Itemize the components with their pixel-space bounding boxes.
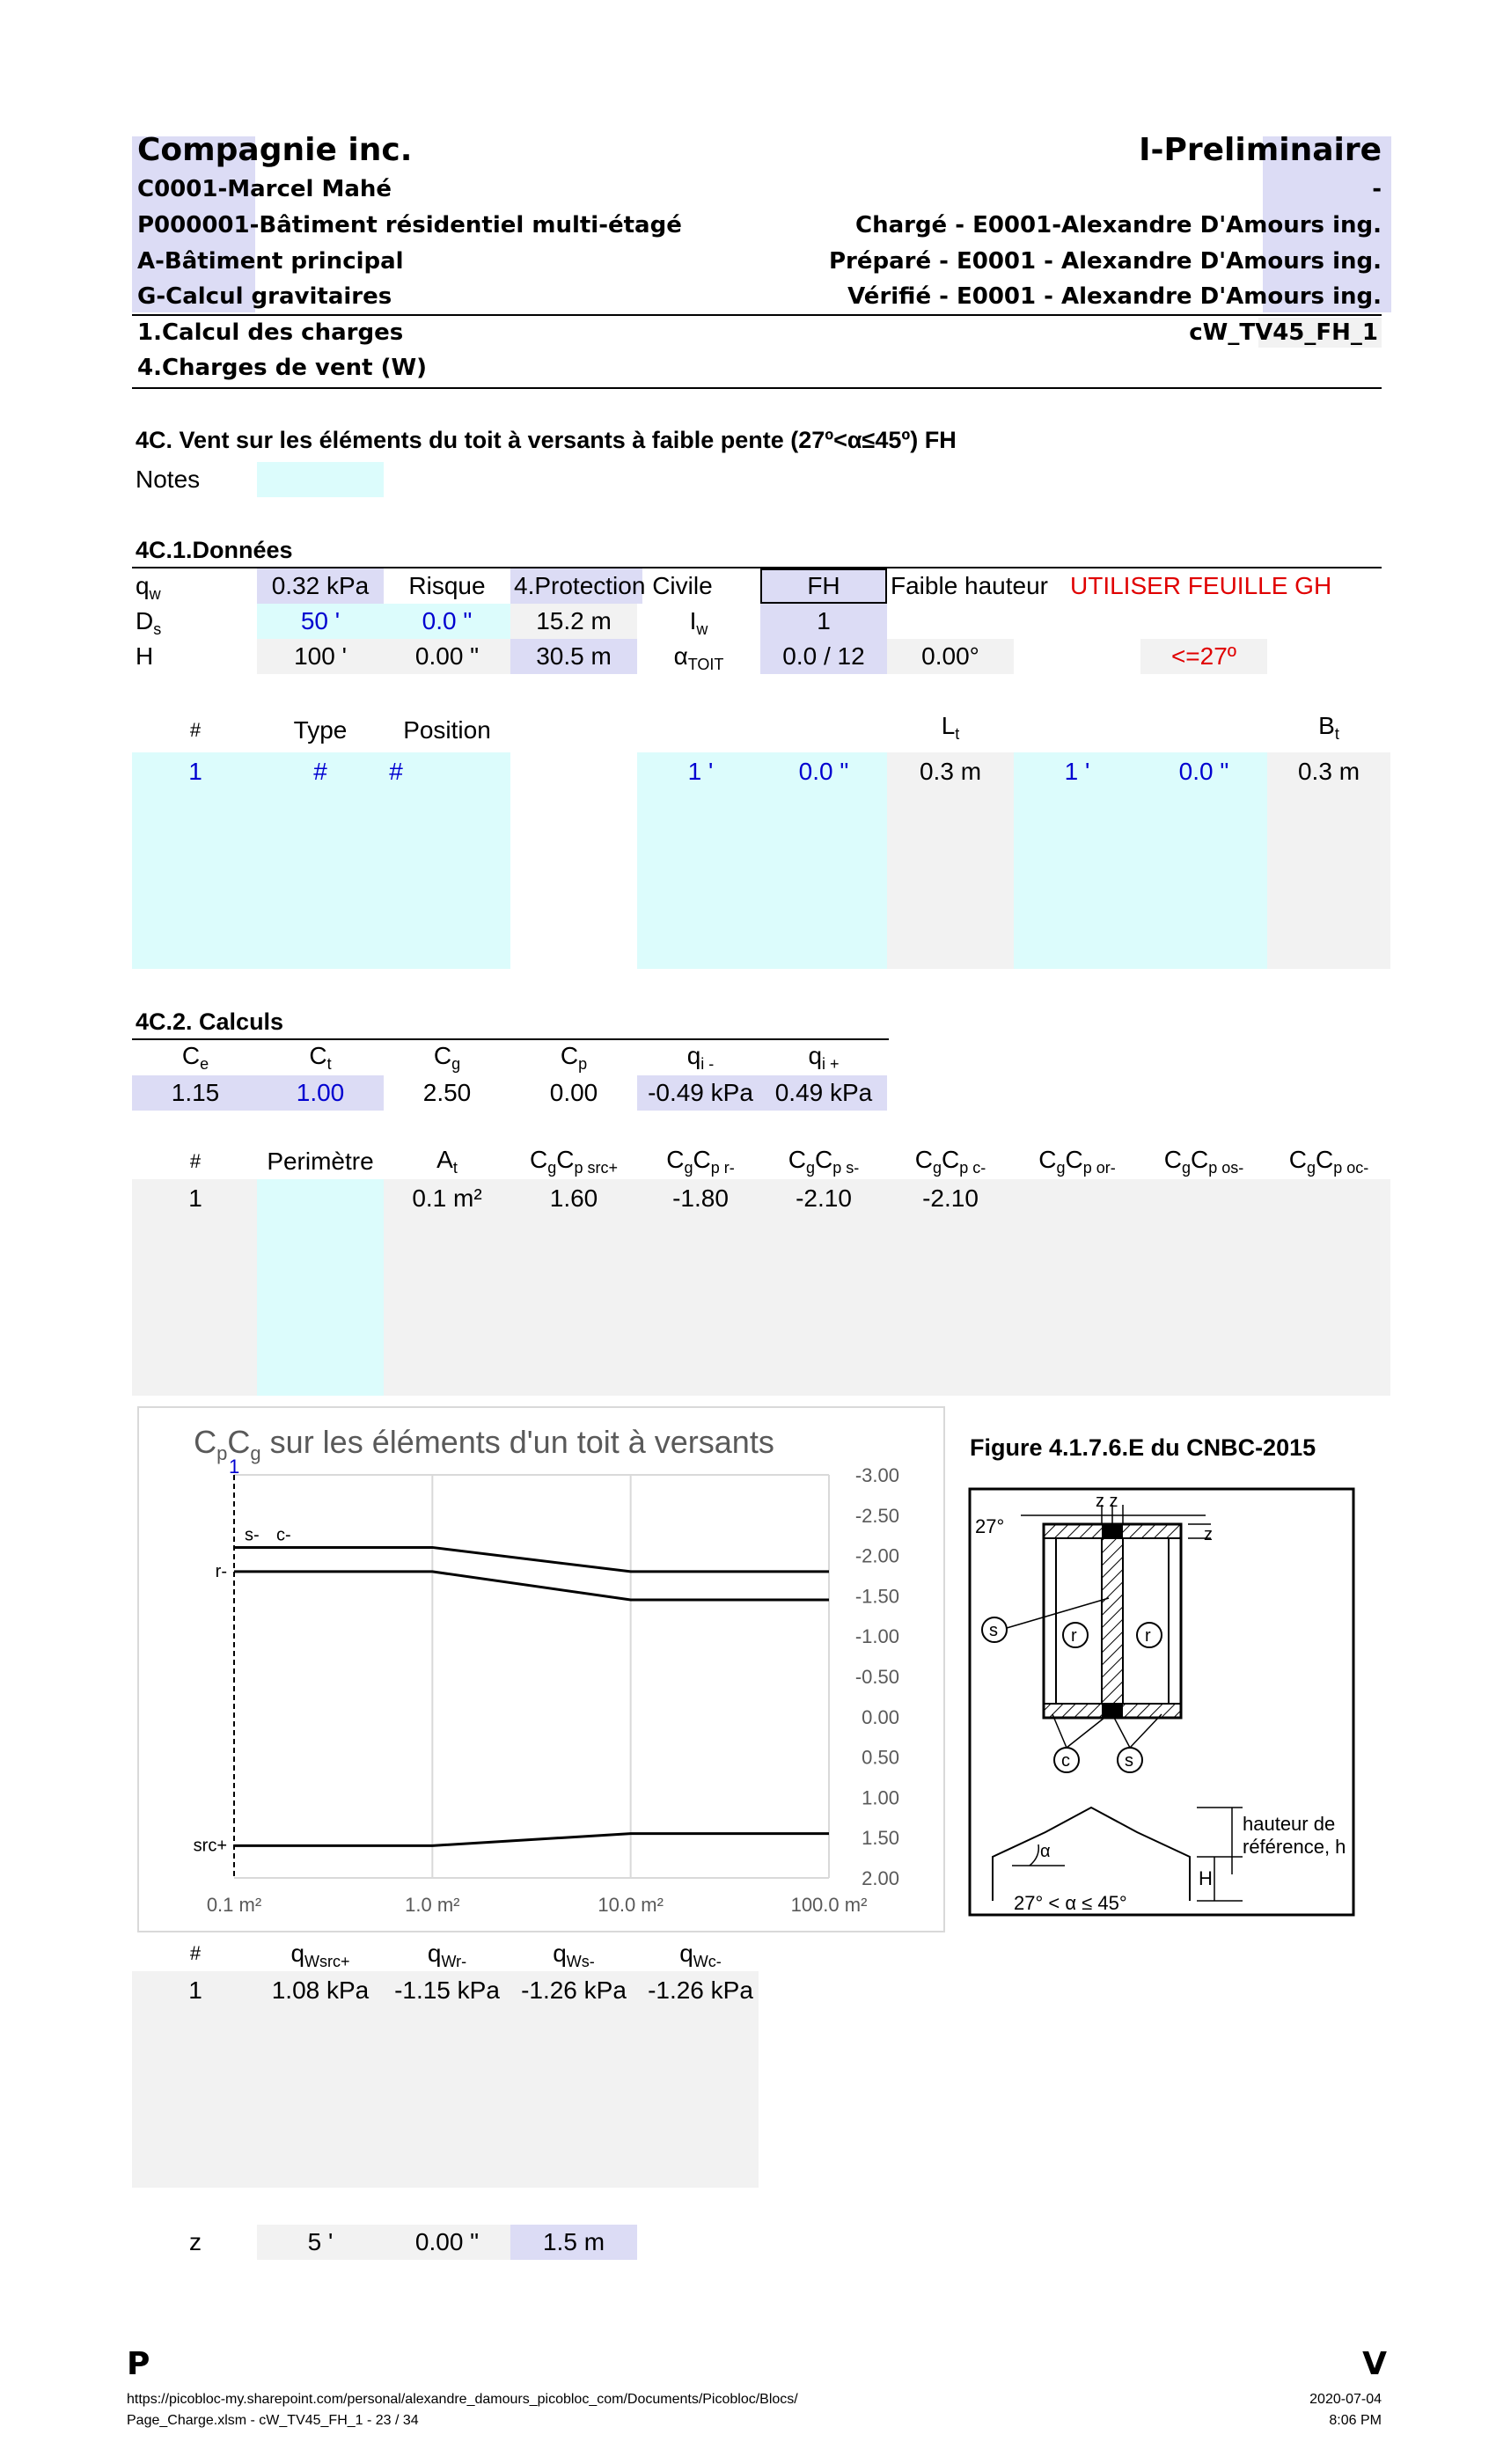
elem-row-lt-m: 0.3 m bbox=[919, 758, 982, 785]
press-col-r: $q_{Wr-}$ bbox=[427, 1940, 467, 1970]
chart-y-tick: 1.00 bbox=[862, 1786, 899, 1809]
slope-value: 0.0 / 12 bbox=[760, 639, 887, 674]
elem-col-type: Type bbox=[293, 716, 348, 744]
project-name: P000001-Bâtiment résidentiel multi-étagé bbox=[137, 212, 682, 238]
chart-y-tick: -2.50 bbox=[854, 1504, 899, 1527]
client-name: C0001-Marcel Mahé bbox=[137, 176, 392, 202]
z-inch: 0.00 " bbox=[384, 2225, 510, 2260]
coef-col-s: $C_gC_{p s-}$ bbox=[788, 1146, 860, 1177]
chart-x-tick: 0.1 m² bbox=[206, 1894, 262, 1916]
press-row-r: -1.15 kPa bbox=[394, 1976, 500, 2004]
elem-col-lt: $L_t$ bbox=[941, 712, 960, 743]
footer-date: 2020-07-04 bbox=[1309, 2392, 1382, 2407]
h-inch: 0.00 " bbox=[384, 639, 510, 674]
chart-series-line bbox=[234, 1834, 829, 1846]
chart-y-tick: -1.50 bbox=[854, 1585, 899, 1608]
footer-left-mark: P bbox=[127, 2346, 150, 2382]
chart-y-tick: -2.00 bbox=[854, 1544, 899, 1567]
alpha-label: $\alpha_{TOIT}$ bbox=[673, 642, 724, 673]
qw-value: 0.32 kPa bbox=[257, 568, 384, 604]
chart-x-tick: 100.0 m² bbox=[790, 1894, 868, 1916]
press-col-src: $q_{Wsrc+}$ bbox=[290, 1940, 350, 1970]
ridge-zone bbox=[1102, 1538, 1123, 1704]
calc-qi-plus: 0.49 kPa bbox=[760, 1075, 887, 1111]
coef-col-or: $C_gC_{p or-}$ bbox=[1038, 1146, 1116, 1177]
chart-x-tick: 1.0 m² bbox=[405, 1894, 460, 1916]
coef-col-at: $A_t$ bbox=[436, 1146, 458, 1177]
coef-col-num: # bbox=[189, 1150, 202, 1172]
figure-s-left: s bbox=[989, 1621, 998, 1640]
chart-label-c: c- bbox=[276, 1525, 291, 1545]
chart-y-tick: -1.00 bbox=[854, 1625, 899, 1648]
header-divider-1 bbox=[132, 314, 1382, 316]
elem-row-bt-in[interactable]: 0.0 " bbox=[1178, 758, 1229, 785]
elem-col-bt: $B_t$ bbox=[1318, 712, 1339, 743]
iw-label: $I_w$ bbox=[689, 607, 708, 638]
angle-check: <=27º bbox=[1140, 639, 1267, 674]
coef-col-os: $C_gC_{p os-}$ bbox=[1163, 1146, 1244, 1177]
coef-col-oc: $C_gC_{p oc-}$ bbox=[1288, 1146, 1369, 1177]
press-row-c: -1.26 kPa bbox=[648, 1976, 753, 2004]
chart-x-tick: 10.0 m² bbox=[598, 1894, 664, 1916]
press-col-s: $q_{Ws-}$ bbox=[553, 1940, 595, 1970]
faible-hauteur-label: Faible hauteur bbox=[891, 572, 1049, 599]
section-name: 1.Calcul des charges bbox=[137, 319, 404, 346]
figure-z: z bbox=[1204, 1525, 1213, 1544]
figure-c: c bbox=[1061, 1751, 1070, 1771]
qw-label: $q_w$ bbox=[136, 572, 161, 603]
footer-right-mark: V bbox=[1362, 2346, 1387, 2382]
figure-title: Figure 4.1.7.6.E du CNBC-2015 bbox=[970, 1434, 1316, 1461]
warning-text: UTILISER FEUILLE GH bbox=[1070, 572, 1332, 599]
chart-marker-label: 1 bbox=[229, 1456, 240, 1478]
calc-col-qi-plus: $q_{i +}$ bbox=[808, 1042, 840, 1073]
coef-row-r: -1.80 bbox=[672, 1184, 729, 1212]
h-label: H bbox=[136, 642, 154, 670]
chart-y-tick: 2.00 bbox=[862, 1867, 899, 1889]
elem-row-bt-m: 0.3 m bbox=[1297, 758, 1360, 785]
figure-alpha: α bbox=[1040, 1842, 1051, 1861]
ds-feet-input[interactable]: 50 ' bbox=[257, 604, 384, 639]
elem-row-lt-ft[interactable]: 1 ' bbox=[687, 758, 714, 785]
footer-time: 8:06 PM bbox=[1329, 2413, 1382, 2428]
calc-col-ct: $C_t$ bbox=[309, 1042, 332, 1073]
elem-row-type[interactable]: # bbox=[313, 758, 327, 785]
coef-col-c: $C_gC_{p c-}$ bbox=[914, 1146, 986, 1177]
prepared-by: Préparé - E0001 - Alexandre D'Amours ing. bbox=[828, 248, 1382, 275]
calc-cp: 0.00 bbox=[549, 1079, 598, 1106]
coef-row-at: 0.1 m² bbox=[412, 1184, 482, 1212]
sheet-id: cW_TV45_FH_1 bbox=[1189, 319, 1378, 346]
calc-ct[interactable]: 1.00 bbox=[257, 1075, 384, 1111]
figure-s-bottom: s bbox=[1125, 1751, 1133, 1771]
company-name: Compagnie inc. bbox=[137, 132, 413, 168]
calculs-heading: 4C.2. Calculs bbox=[136, 1008, 284, 1035]
figure-r-right: r bbox=[1145, 1626, 1151, 1646]
header-divider-2 bbox=[132, 387, 1382, 389]
press-col-num: # bbox=[189, 1942, 202, 1964]
footer-url: https://picobloc-my.sharepoint.com/personal/alexandre_damours_picobloc_com/Documents/Picobloc/Blocs/ bbox=[127, 2392, 798, 2407]
figure-reference: référence, h bbox=[1243, 1836, 1346, 1858]
calc-col-cp: $C_p$ bbox=[560, 1042, 588, 1073]
press-row-num: 1 bbox=[188, 1976, 202, 2004]
calc-col-cg: $C_g$ bbox=[433, 1042, 461, 1073]
document-status: I-Preliminaire bbox=[1139, 132, 1382, 168]
calc-qi-minus: -0.49 kPa bbox=[637, 1075, 764, 1111]
chart-series-line bbox=[234, 1572, 829, 1600]
press-row-s: -1.26 kPa bbox=[521, 1976, 627, 2004]
chart-y-tick: -0.50 bbox=[854, 1666, 899, 1688]
chart-label-r: r- bbox=[215, 1561, 227, 1581]
cpcg-chart bbox=[137, 1406, 945, 1932]
elem-col-num: # bbox=[189, 719, 202, 741]
ds-label: $D_s$ bbox=[136, 607, 162, 638]
elem-row-bt-ft[interactable]: 1 ' bbox=[1064, 758, 1090, 785]
calc-col-ce: $C_e$ bbox=[181, 1042, 209, 1073]
charge-engineer: Chargé - E0001-Alexandre D'Amours ing. bbox=[854, 212, 1382, 238]
h-feet: 100 ' bbox=[257, 639, 384, 674]
figure-r-left: r bbox=[1071, 1626, 1077, 1646]
coef-col-r: $C_gC_{p r-}$ bbox=[666, 1146, 735, 1177]
coef-row-s: -2.10 bbox=[796, 1184, 852, 1212]
chart-y-tick: 1.50 bbox=[862, 1827, 899, 1850]
calc-type: G-Calcul gravitaires bbox=[137, 283, 392, 310]
coef-row-num: 1 bbox=[188, 1184, 202, 1212]
risque-select[interactable]: 4.Protection Civile bbox=[510, 568, 642, 604]
ds-inch-input[interactable]: 0.0 " bbox=[384, 604, 510, 639]
donnees-heading: 4C.1.Données bbox=[136, 537, 293, 563]
chart-y-tick: -3.00 bbox=[854, 1464, 899, 1486]
calc-cg: 2.50 bbox=[422, 1079, 472, 1106]
elem-row-lt-in[interactable]: 0.0 " bbox=[798, 758, 849, 785]
notes-input[interactable] bbox=[257, 462, 384, 497]
verified-by: Vérifié - E0001 - Alexandre D'Amours ing. bbox=[847, 283, 1382, 310]
chart-title: $C_pC_g$ sur les éléments d'un toit à versants bbox=[194, 1424, 774, 1464]
ds-meters: 15.2 m bbox=[510, 604, 637, 639]
chart-label-s: s- bbox=[245, 1525, 260, 1545]
building-name: A-Bâtiment principal bbox=[137, 248, 404, 275]
chart-label-src: src+ bbox=[193, 1836, 227, 1856]
press-row-src: 1.08 kPa bbox=[271, 1976, 370, 2004]
notes-label: Notes bbox=[136, 466, 201, 493]
angle-value: 0.00° bbox=[887, 639, 1014, 674]
z-meters: 1.5 m bbox=[510, 2225, 637, 2260]
h-meters: 30.5 m bbox=[510, 639, 637, 674]
chart-y-tick: 0.00 bbox=[862, 1705, 899, 1728]
coef-col-perimetre: Perimètre bbox=[267, 1148, 374, 1175]
fh-select[interactable]: FH bbox=[760, 568, 887, 604]
coef-row-c: -2.10 bbox=[922, 1184, 979, 1212]
corner-zone-top bbox=[1102, 1524, 1123, 1538]
chart-y-tick: 0.50 bbox=[862, 1746, 899, 1769]
elem-col-position: Position bbox=[403, 716, 491, 744]
figure-27deg: 27° bbox=[975, 1515, 1005, 1537]
figure-H: H bbox=[1199, 1867, 1213, 1889]
roof-figure bbox=[968, 1487, 1355, 1918]
coef-row-src: 1.60 bbox=[549, 1184, 598, 1212]
risque-label: Risque bbox=[408, 572, 486, 599]
calc-col-qi-minus: $q_{i -}$ bbox=[686, 1042, 715, 1073]
chart-series-line bbox=[234, 1547, 829, 1571]
page-title: 4C. Vent sur les éléments du toit à versants à faible pente (27º<α≤45º) FH bbox=[136, 427, 957, 453]
perimetre-input-area[interactable] bbox=[257, 1179, 384, 1396]
client-dash: - bbox=[1372, 176, 1382, 202]
figure-zz: z z bbox=[1096, 1492, 1118, 1511]
calc-ce: 1.15 bbox=[132, 1075, 259, 1111]
iw-value: 1 bbox=[760, 604, 887, 639]
z-feet: 5 ' bbox=[257, 2225, 384, 2260]
z-label: z bbox=[189, 2228, 202, 2255]
figure-range: 27° < α ≤ 45° bbox=[1014, 1892, 1127, 1914]
press-col-c: $q_{Wc-}$ bbox=[679, 1940, 722, 1970]
elem-row-num: 1 bbox=[188, 758, 202, 785]
coef-col-src: $C_gC_{p src+}$ bbox=[529, 1146, 618, 1177]
subsection-name: 4.Charges de vent (W) bbox=[137, 355, 428, 381]
footer-file: Page_Charge.xlsm - cW_TV45_FH_1 - 23 / 34 bbox=[127, 2413, 419, 2428]
figure-hauteur: hauteur de bbox=[1243, 1813, 1336, 1835]
elem-row-position[interactable]: # bbox=[389, 758, 403, 785]
